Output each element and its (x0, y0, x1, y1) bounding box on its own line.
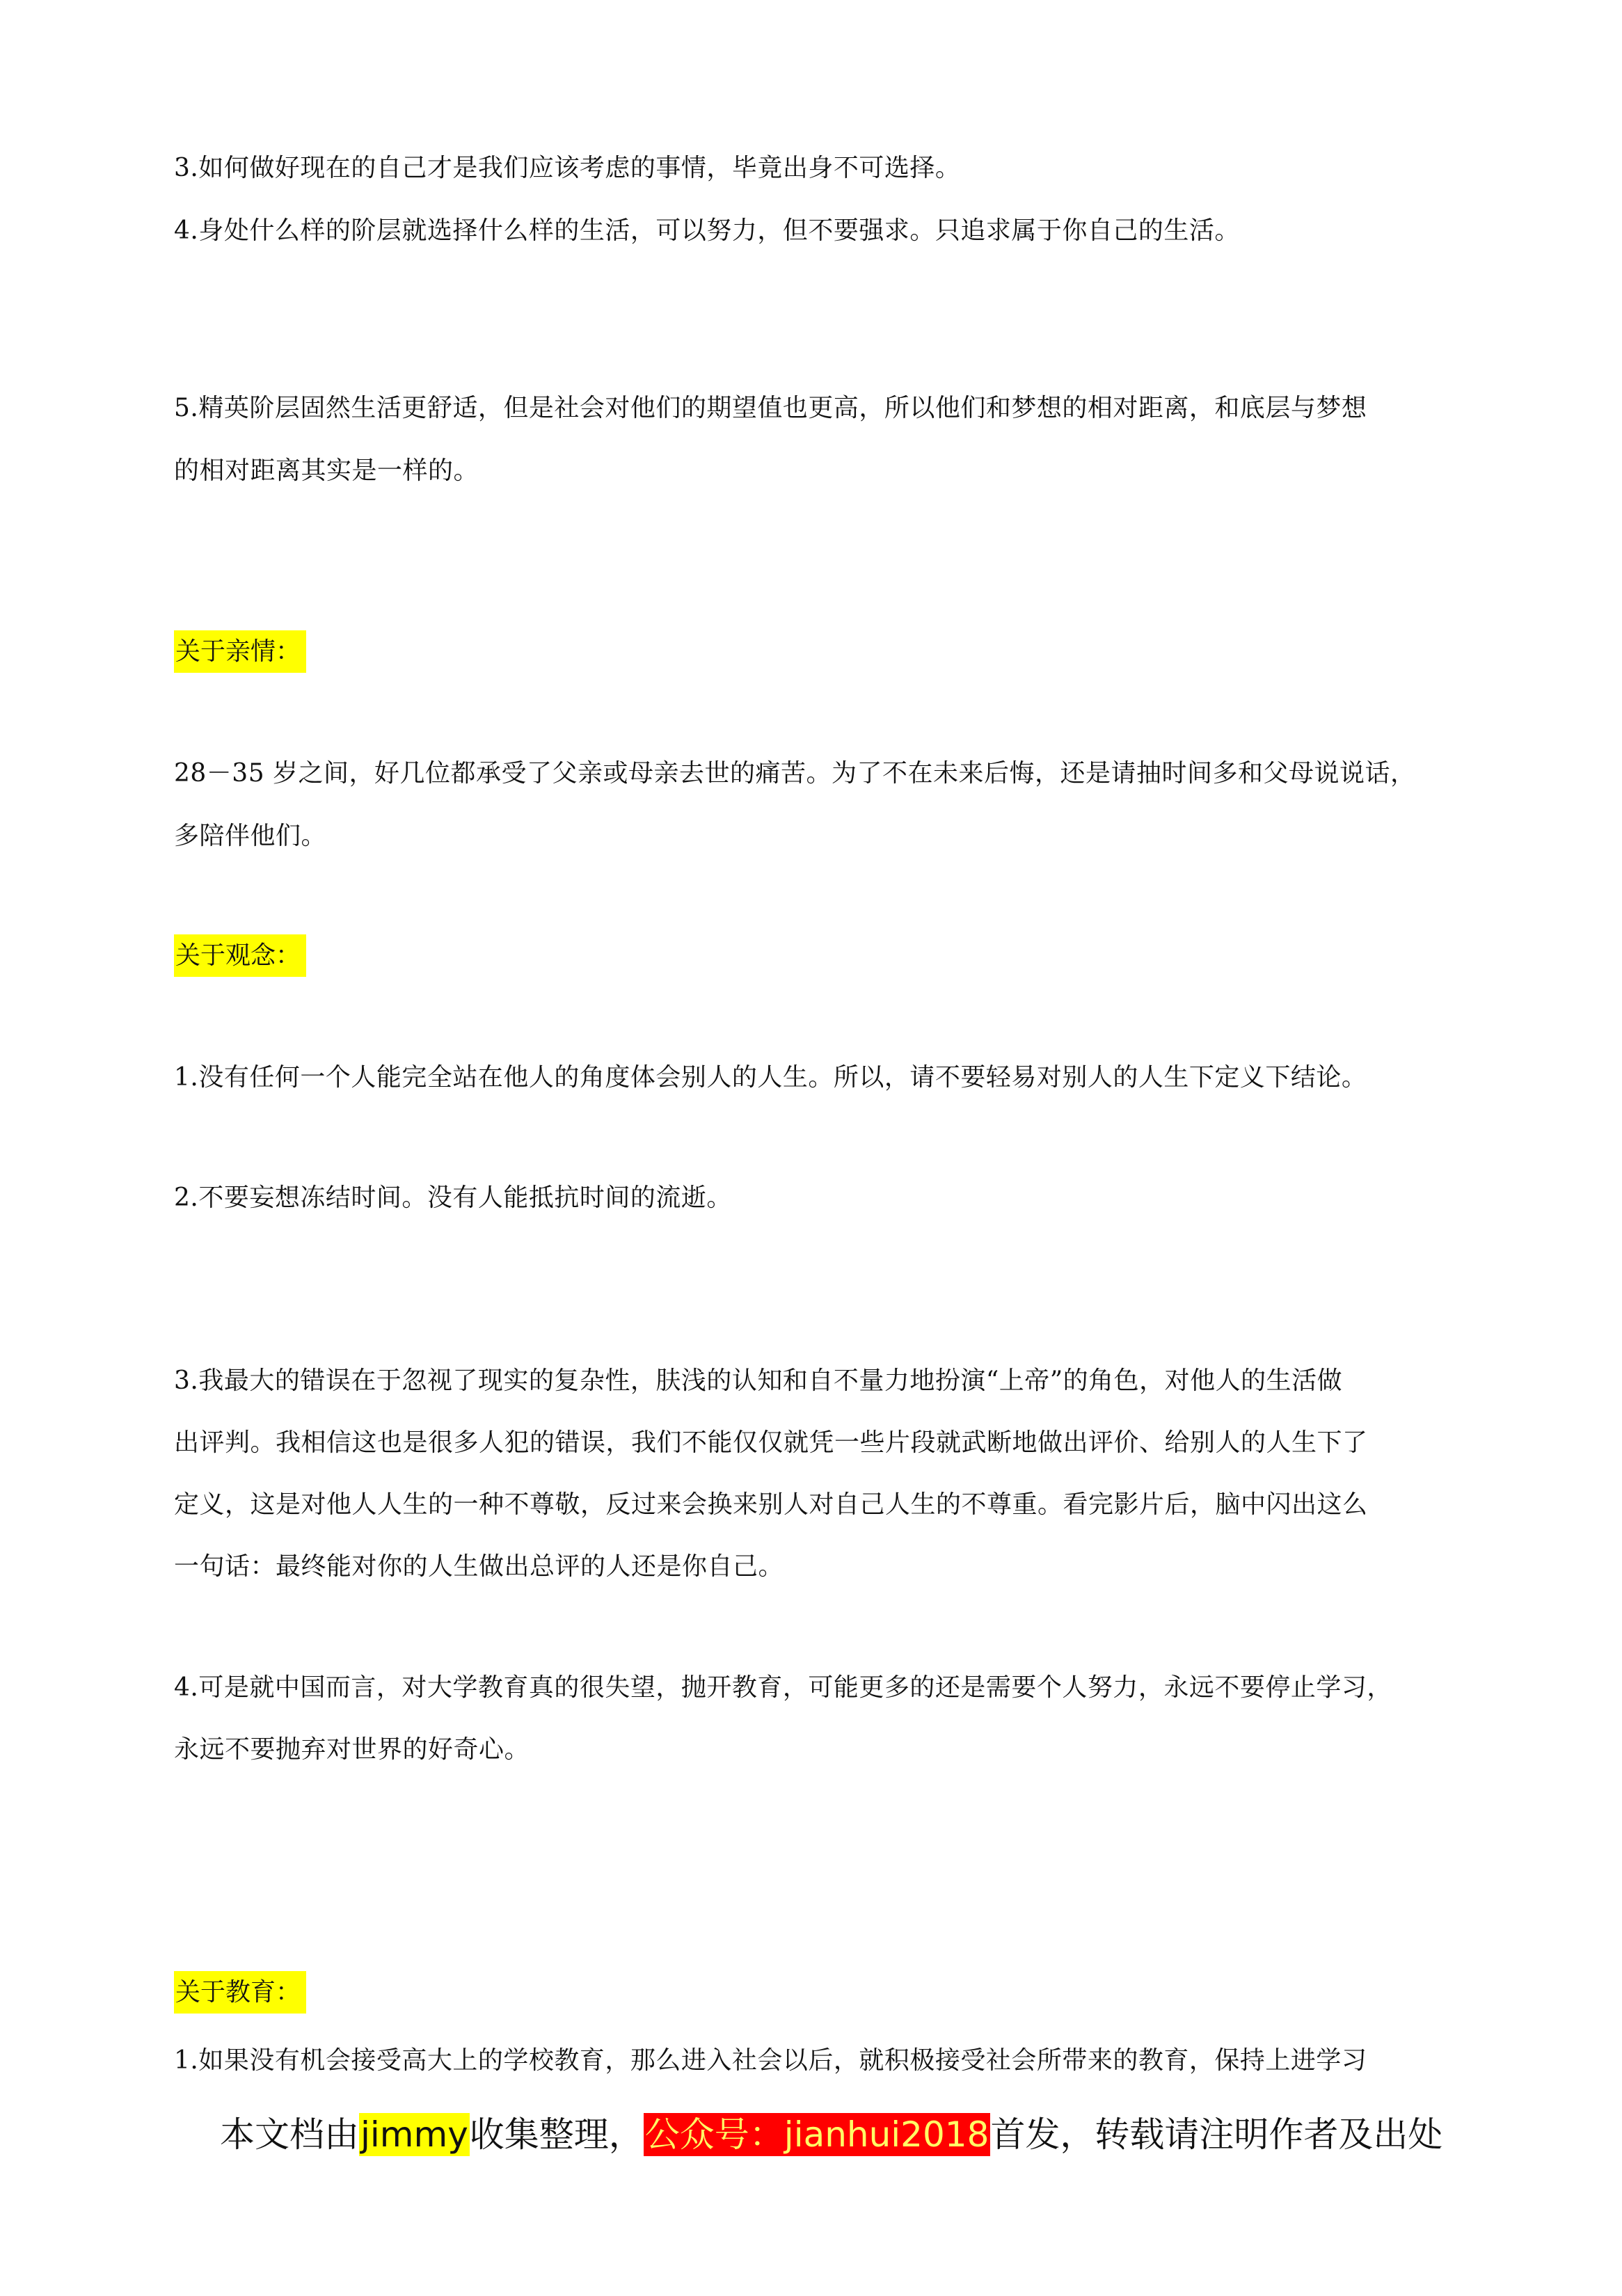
footer-note (220, 2112, 1442, 2157)
heading-views (174, 941, 306, 971)
heading-family (174, 637, 306, 667)
footer-suffix: 首发，转载请注明作者及出处 (990, 2114, 1443, 2155)
views-item-2: 2.不要妄想冻结时间。没有人能抵抗时间的流逝。 (174, 1183, 732, 1212)
views-item-4-line-2: 永远不要抛弃对世界的好奇心。 (174, 1735, 530, 1764)
heading-education-text: 关于教育： (174, 1971, 306, 2014)
heading-education (174, 1977, 306, 2008)
views-item-3-line-3: 定义，这是对他人人生的一种不尊敬，反过来会换来别人对自己人生的不尊重。看完影片后，脑中闪出这么 (174, 1490, 1368, 1519)
views-item-3-line-4: 一句话：最终能对你的人生做出总评的人还是你自己。 (174, 1552, 784, 1581)
paragraph-5-line-2: 的相对距离其实是一样的。 (174, 456, 479, 485)
footer-middle: 收集整理， (469, 2114, 644, 2155)
paragraph-5-line-1: 5.精英阶层固然生活更舒适，但是社会对他们的期望值也更高，所以他们和梦想的相对距离，和底层与梦想 (174, 394, 1367, 422)
paragraph-3: 3.如何做好现在的自己才是我们应该考虑的事情，毕竟出身不可选择。 (174, 154, 961, 182)
education-item-1-line-1: 1.如果没有机会接受高大上的学校教育，那么进入社会以后，就积极接受社会所带来的教育，保持上进学习 (174, 2046, 1367, 2075)
views-item-1: 1.没有任何一个人能完全站在他人的角度体会别人的人生。所以，请不要轻易对别人的人生下定义下结论。 (174, 1063, 1367, 1092)
heading-views-text: 关于观念： (174, 934, 306, 977)
views-item-3-line-1: 3.我最大的错误在于忽视了现实的复杂性，肤浅的认知和自不量力地扮演“上帝”的角色，对他人的生活做 (174, 1366, 1343, 1395)
footer-prefix: 本文档由 (220, 2114, 359, 2155)
family-paragraph-line-1: 28－35 岁之间，好几位都承受了父亲或母亲去世的痛苦。为了不在未来后悔，还是请抽时间多和父母说说话， (174, 759, 1416, 788)
views-item-3-line-2: 出评判。我相信这也是很多人犯的错误，我们不能仅仅就凭一些片段就武断地做出评价、给别人的人生下了 (174, 1428, 1368, 1457)
heading-family-text: 关于亲情： (174, 630, 306, 673)
footer-account: 公众号：jianhui2018 (644, 2114, 989, 2155)
footer-author-name: jimmy (360, 2114, 468, 2155)
paragraph-4: 4.身处什么样的阶层就选择什么样的生活，可以努力，但不要强求。只追求属于你自己的生活。 (174, 216, 1240, 245)
views-item-4-line-1: 4.可是就中国而言，对大学教育真的很失望，抛开教育，可能更多的还是需要个人努力，永远不要停止学习， (174, 1673, 1392, 1702)
family-paragraph-line-2: 多陪伴他们。 (174, 822, 327, 850)
